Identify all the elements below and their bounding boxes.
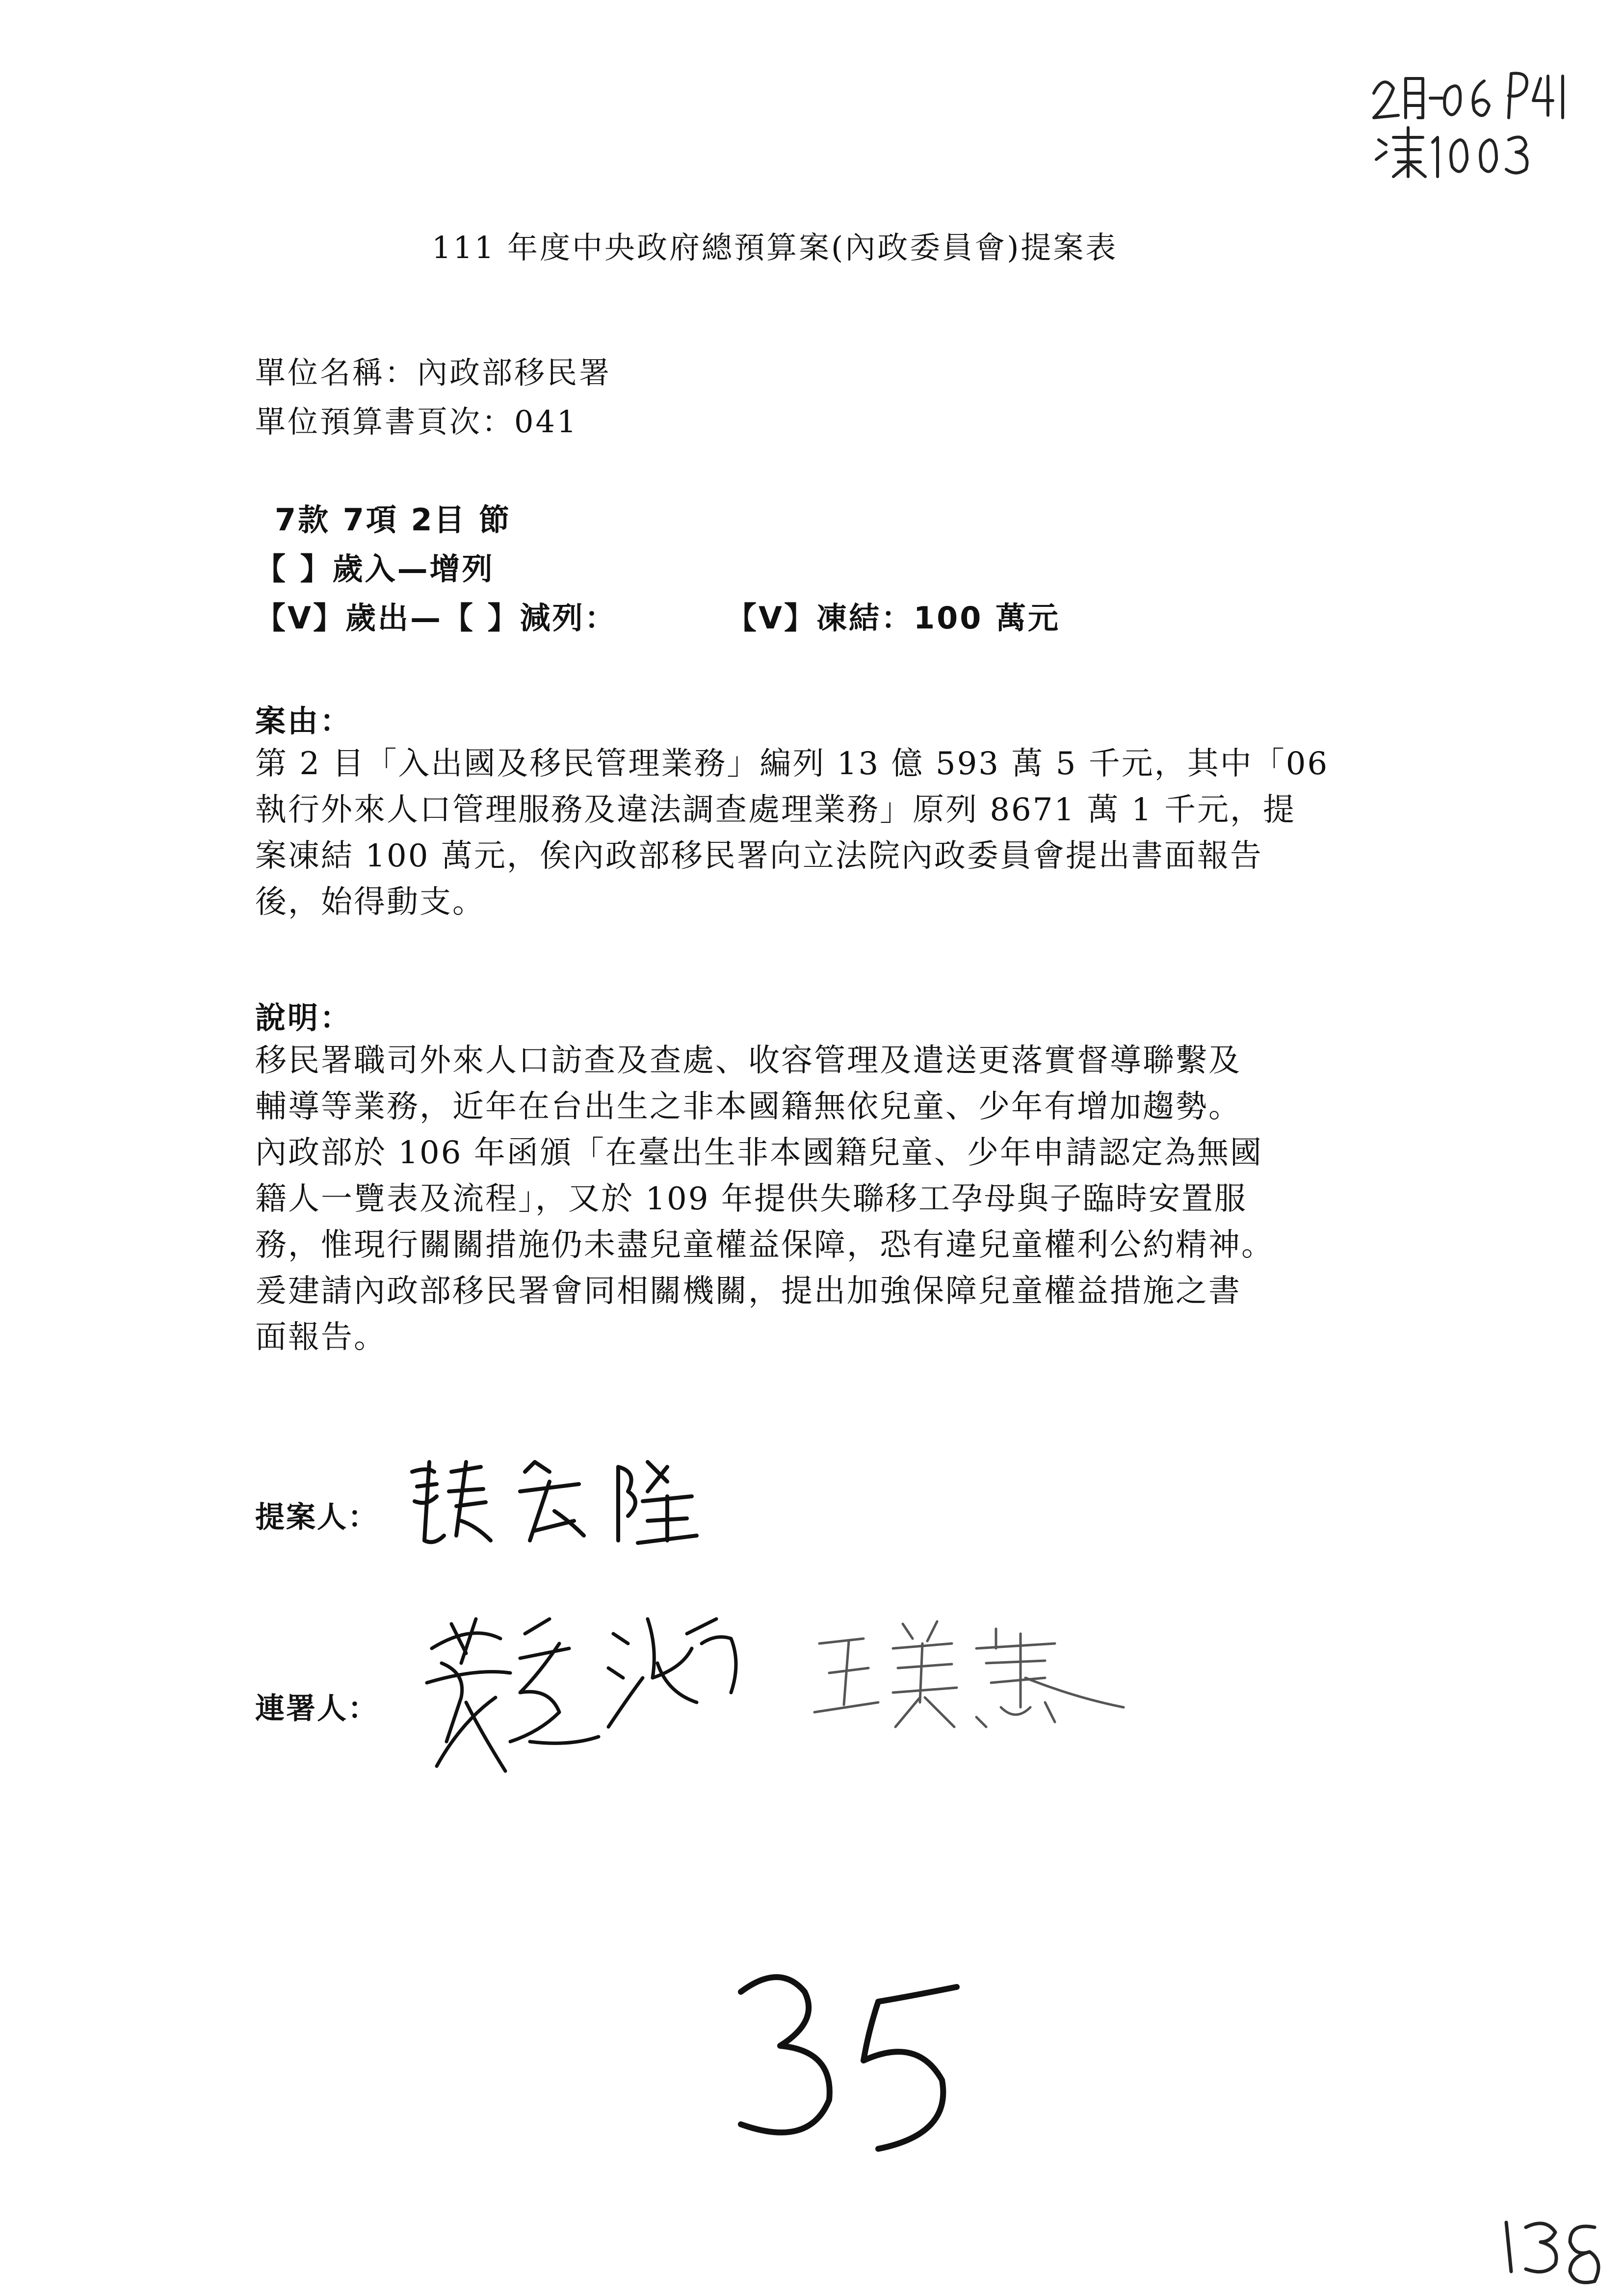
handwritten-page-number [1496,2208,1614,2281]
unit-budget-page: 單位預算書頁次：041 [255,404,578,440]
explanation-line: 籍人一覽表及流程」，又於 109 年提供失聯移工孕母與子臨時安置服 [255,1181,1247,1217]
explanation-line: 爰建請內政部移民署會同相關機關，提出加強保障兒童權益措施之書 [255,1273,1241,1309]
explanation-heading: 說明： [255,1000,353,1036]
handwritten-number [721,1953,996,2159]
explanation-line: 輔導等業務，近年在台出生之非本國籍無依兒童、少年有增加趨勢。 [255,1089,1241,1125]
explanation-text [255,1038,1403,1360]
reason-line: 第 2 目「入出國及移民管理業務」編列 13 億 593 萬 5 千元，其中「06 [255,746,1329,782]
cosigner-signature-2 [814,1614,1128,1737]
proposer-signature [402,1452,716,1550]
proposer-label: 提案人： [255,1500,379,1535]
reason-line: 後，始得動支。 [255,884,485,920]
cosigner-label: 連署人： [255,1692,379,1726]
reason-text [255,741,1403,925]
cosigner-signature-1 [422,1604,795,1791]
reason-line: 執行外來人口管理服務及違法調查處理業務」原列 8671 萬 1 千元，提 [255,792,1296,828]
explanation-line: 務，惟現行關關措施仍未盡兒童權益保障，恐有違兒童權利公約精神。 [255,1227,1274,1263]
reason-line: 案凍結 100 萬元，俟內政部移民署向立法院內政委員會提出書面報告 [255,838,1263,874]
reason-heading: 案由： [255,703,353,739]
freeze-option: 【V】凍結：100 萬元 [726,600,1060,636]
budget-item-line: 7款 7項 2目 節 [275,502,512,538]
form-title: 111 年度中央政府總預算案(內政委員會)提案表 [432,230,1118,265]
expense-option: 【V】歲出—【 】減列： [255,600,617,636]
explanation-line: 面報告。 [255,1319,387,1356]
revenue-option: 【 】歲入—增列 [255,551,495,587]
unit-name: 單位名稱：內政部移民署 [255,355,612,391]
explanation-line: 內政部於 106 年函頒「在臺出生非本國籍兒童、少年申請認定為無國 [255,1135,1263,1171]
handwritten-header-note [1369,59,1575,186]
explanation-line: 移民署職司外來人口訪查及查處、收容管理及遣送更落實督導聯繫及 [255,1043,1241,1079]
